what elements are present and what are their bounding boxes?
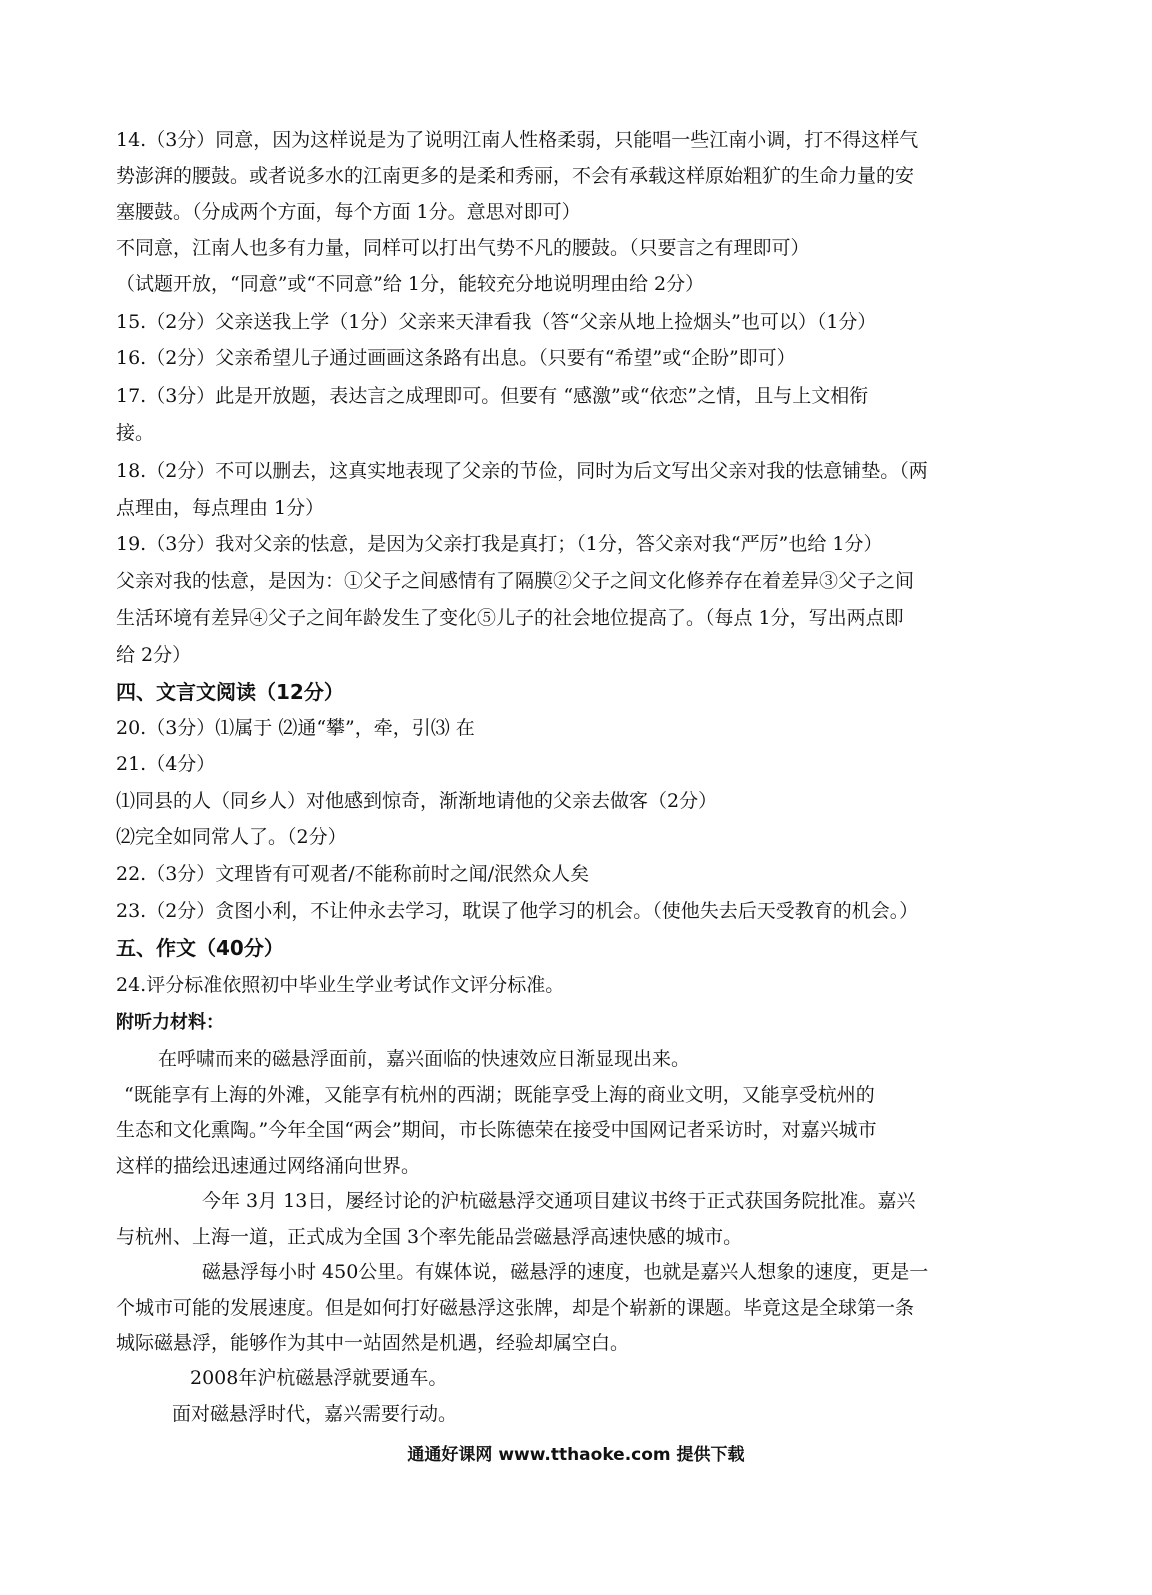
- answer-15: 15.（2分）父亲送我上学（1分）父亲来天津看我（答“父亲从地上捡烟头”也可以）（1分）: [116, 311, 877, 333]
- answer-19-line-4: 给 2分）: [116, 644, 192, 666]
- listening-material-heading: 附听力材料：: [116, 1012, 224, 1033]
- listening-para-5: 2008年沪杭磁悬浮就要通车。: [190, 1367, 448, 1389]
- answer-19-line-3: 生活环境有差异④父子之间年龄发生了变化⑤儿子的社会地位提高了。（每点 1分，写出两点即: [116, 607, 904, 629]
- answer-14-line-5: （试题开放，“同意”或“不同意”给 1分，能较充分地说明理由给 2分）: [116, 273, 705, 295]
- answer-17-line-1: 17.（3分）此是开放题，表达言之成理即可。但要有 “感激”或“依恋”之情，且与上文相衔: [116, 385, 869, 407]
- answer-21-part-1: ⑴同县的人（同乡人）对他感到惊奇，渐渐地请他的父亲去做客（2分）: [116, 790, 718, 812]
- answer-14-line-4: 不同意，江南人也多有力量，同样可以打出气势不凡的腰鼓。（只要言之有理即可）: [116, 237, 810, 259]
- listening-para-4-line-3: 城际磁悬浮，能够作为其中一站固然是机遇，经验却属空白。: [116, 1332, 630, 1354]
- section-4-heading: 四、文言文阅读（12分）: [116, 680, 344, 704]
- answer-23: 23.（2分）贪图小利，不让仲永去学习，耽误了他学习的机会。（使他失去后天受教育的机会。）: [116, 900, 919, 922]
- listening-para-3-line-1: 今年 3月 13日，屡经讨论的沪杭磁悬浮交通项目建议书终于正式获国务院批准。嘉兴: [202, 1190, 916, 1212]
- listening-para-2-line-3: 这样的描绘迅速通过网络涌向世界。: [116, 1155, 421, 1177]
- answer-14-line-2: 势澎湃的腰鼓。或者说多水的江南更多的是柔和秀丽，不会有承载这样原始粗犷的生命力量的安: [116, 165, 915, 187]
- answer-21-part-2: ⑵完全如同常人了。（2分）: [116, 826, 347, 848]
- answer-18-line-1: 18.（2分）不可以删去，这真实地表现了父亲的节俭，同时为后文写出父亲对我的怯意铺垫。（两: [116, 460, 928, 482]
- answer-14-line-1: 14.（3分）同意，因为这样说是为了说明江南人性格柔弱，只能唱一些江南小调，打不得这样气: [116, 129, 919, 151]
- answer-16: 16.（2分）父亲希望儿子通过画画这条路有出息。（只要有“希望”或“企盼”即可）: [116, 347, 796, 369]
- answer-24: 24.评分标准依照初中毕业生学业考试作文评分标准。: [116, 974, 565, 996]
- listening-para-3-line-2: 与杭州、上海一道，正式成为全国 3个率先能品尝磁悬浮高速快感的城市。: [116, 1226, 743, 1248]
- answer-14-line-3: 塞腰鼓。（分成两个方面，每个方面 1分。意思对即可）: [116, 201, 581, 223]
- listening-para-6: 面对磁悬浮时代，嘉兴需要行动。: [172, 1403, 458, 1425]
- answer-17-line-2: 接。: [116, 422, 155, 444]
- answer-21: 21.（4分）: [116, 753, 216, 775]
- answer-18-line-2: 点理由，每点理由 1分）: [116, 497, 325, 519]
- listening-para-4-line-1: 磁悬浮每小时 450公里。有媒体说，磁悬浮的速度，也就是嘉兴人想象的速度，更是一: [202, 1261, 929, 1283]
- listening-para-4-line-2: 个城市可能的发展速度。但是如何打好磁悬浮这张牌，却是个崭新的课题。毕竟这是全球第一条: [116, 1297, 915, 1319]
- section-5-heading: 五、作文（40分）: [116, 936, 284, 960]
- answer-22: 22.（3分）文理皆有可观者/不能称前时之闻/泯然众人矣: [116, 863, 590, 885]
- listening-para-1: 在呼啸而来的磁悬浮面前，嘉兴面临的快速效应日渐显现出来。: [158, 1048, 691, 1070]
- answer-19-line-2: 父亲对我的怯意，是因为：①父子之间感情有了隔膜②父子之间文化修养存在着差异③父子之间: [116, 570, 915, 592]
- answer-19-line-1: 19.（3分）我对父亲的怯意，是因为父亲打我是真打；（1分，答父亲对我“严厉”也给 1分）: [116, 533, 883, 555]
- answer-20: 20.（3分）⑴属于 ⑵通“攀”，牵，引⑶ 在: [116, 717, 475, 739]
- page-footer: 通通好课网 www.tthaoke.com 提供下载: [407, 1445, 745, 1465]
- listening-para-2-line-1: “既能享有上海的外滩，又能享有杭州的西湖；既能享受上海的商业文明，又能享受杭州的: [124, 1084, 875, 1106]
- listening-para-2-line-2: 生态和文化熏陶。”今年全国“两会”期间，市长陈德荣在接受中国网记者采访时，对嘉兴城市: [116, 1119, 877, 1141]
